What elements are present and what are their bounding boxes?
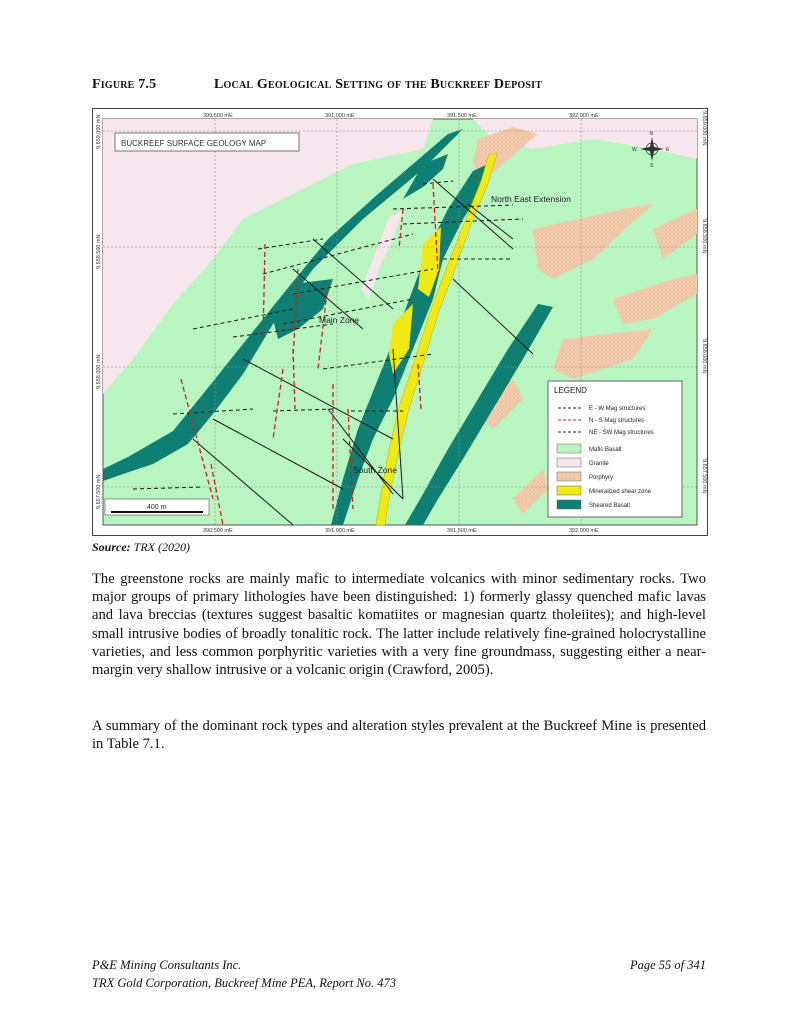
right-coord-3: 9,658,000 mN [701,339,707,374]
legend-swatch-mafic [557,444,581,453]
figure-number: Figure 7.5 [92,77,157,92]
left-coord-2: 9,658,500 mN [96,234,102,269]
right-coord-1: 9,659,000 mN [701,111,707,146]
bottom-coord-1: 390,500 mE [203,528,233,534]
figure-heading [92,77,542,93]
legend-line-ns: N - S Mag structures [589,418,645,424]
top-coord-4: 392,000 mE [569,113,599,119]
legend-title: LEGEND [554,386,587,395]
legend-mineralized: Mineralized shear zone [589,489,652,495]
left-coord-4: 9,657,500 mN [96,474,102,509]
legend-swatch-sheared [557,500,581,509]
geology-map-graphic [93,109,707,535]
legend-swatch-mineralized [557,486,581,495]
legend-swatch-granite [557,458,581,467]
scale-bar-label: 400 m [147,504,167,511]
footer-line-1 [92,958,706,973]
top-coord-1: 390,500 mE [203,113,233,119]
legend-sheared-basalt: Sheared Basalt [589,503,631,509]
legend-mafic-basalt: Mafic Basalt [589,447,622,453]
compass-n: N [649,131,654,137]
compass-s: S [650,163,654,169]
footer-page-number: Page 55 of 341 [629,958,706,972]
legend-swatch-porphyry [557,472,581,481]
legend-line-nesw: NE - SW Mag structures [589,430,654,436]
left-coord-3: 9,658,000 mN [96,354,102,389]
figure-source [92,540,190,555]
footer-report: TRX Gold Corporation, Buckreef Mine PEA, Report No. 473 [92,976,397,990]
label-main-zone: Main Zone [319,315,360,325]
label-south-zone: South Zone [353,465,397,475]
left-coord-1: 9,659,000 mN [96,114,102,149]
bottom-coord-4: 392,000 mE [569,528,599,534]
legend-granite: Granite [589,461,609,467]
paragraph-summary: A summary of the dominant rock types and alteration styles prevalent at the Buckreef Mine is presented in Table 7.1. [92,718,706,753]
figure-title: Local Geological Setting of the Buckreef Deposit [214,77,543,92]
legend [548,381,682,517]
right-coord-4: 9,657,500 mN [701,459,707,494]
scale-bar [105,499,209,515]
source-label: Source: [92,540,131,554]
top-coord-2: 391,000 mE [325,113,355,119]
top-coord-3: 391,500 mE [447,113,477,119]
compass-w: W [632,147,637,153]
footer-line-2 [92,976,706,991]
map-title: BUCKREEF SURFACE GEOLOGY MAP [121,139,267,148]
legend-porphyry: Porphyry [589,475,614,481]
bottom-coord-2: 391,000 mE [325,528,355,534]
geology-map [92,108,708,536]
compass-e: E [666,147,670,153]
paragraph-greenstone: The greenstone rocks are mainly mafic to intermediate volcanics with minor sedimentary rocks. Two major groups of primary lithologies have been distinguished: 1) formerly glassy quenched mafic lavas and lava breccias (textures suggest basaltic komatiites or magnesian quartz tholeiites); and high-level small intrusive bodies of broadly tonalitic rock. The latter include relatively fine-grained holocrystalline varieties, and less common porphyritic varieties with a very fine groundmass, suggesting either a near-margin very shallow intrusive or a volcanic origin (Crawford, 2005). [92,571,706,679]
footer-company: P&E Mining Consultants Inc. [92,958,242,972]
source-text: TRX (2020) [133,540,190,554]
bottom-coord-3: 391,500 mE [447,528,477,534]
right-coord-2: 9,658,500 mN [701,219,707,254]
label-north-east-extension: North East Extension [491,194,571,204]
legend-line-ew: E - W Mag structures [589,406,646,412]
